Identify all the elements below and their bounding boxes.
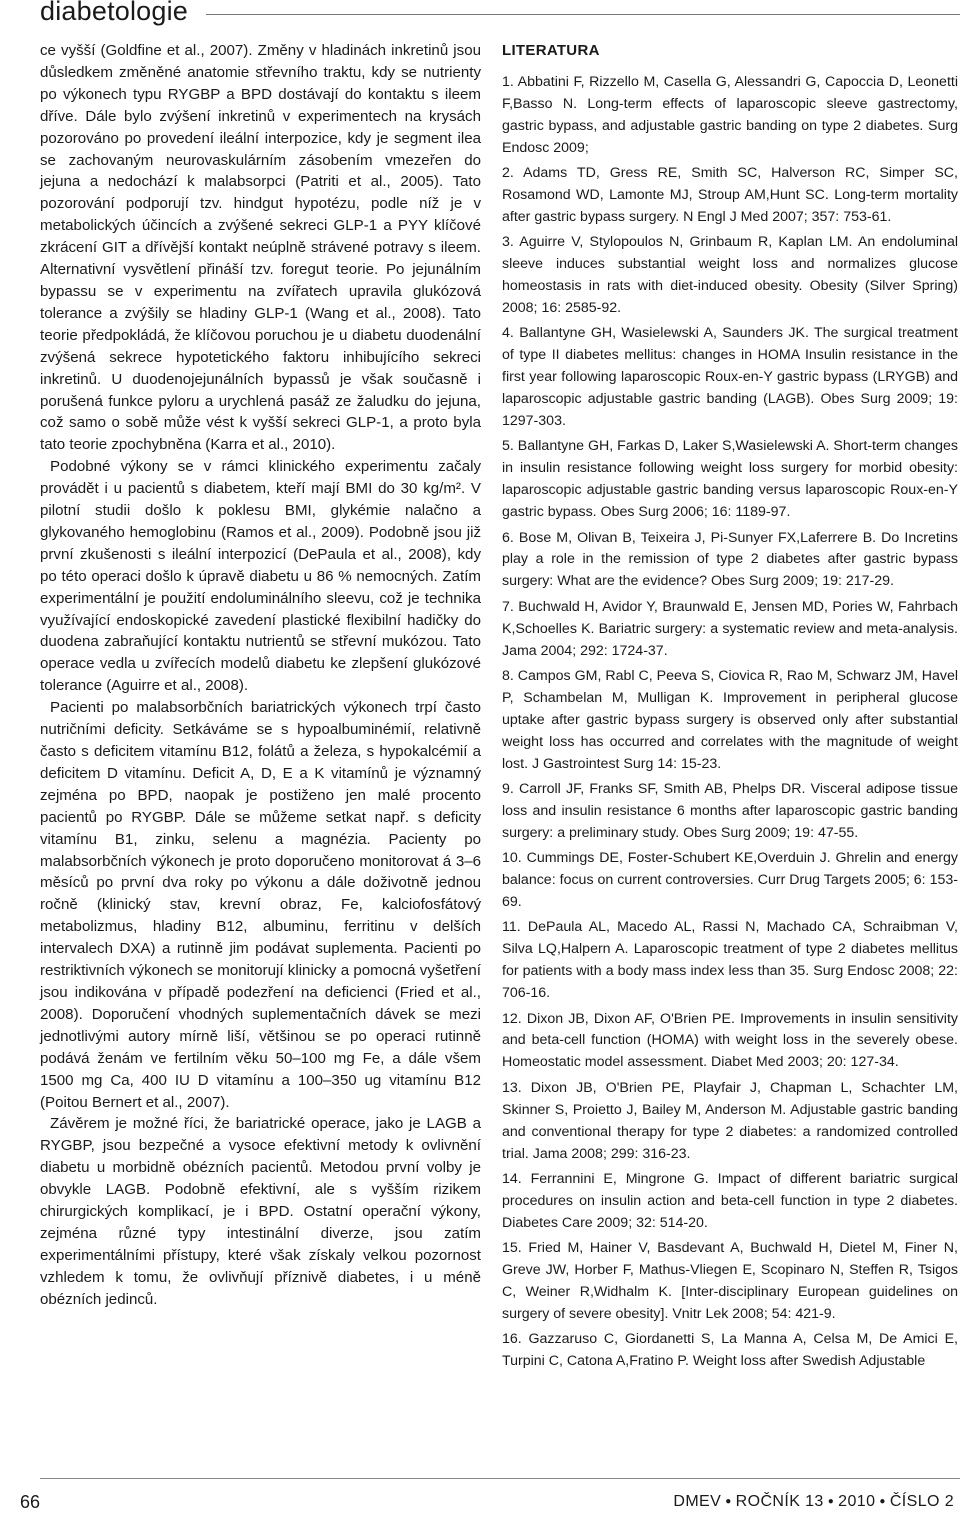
footer-rule: [40, 1478, 960, 1479]
references-heading: LITERATURA: [502, 42, 600, 59]
reference-item: 15. Fried M, Hainer V, Basdevant A, Buchwald H, Dietel M, Finer N, Greve JW, Horber F, Mathus-Vliegen E, Scopinaro N, Steffen R, Tsigos C, Weiner R,Widhalm K. [Inter-disciplinary European guidelines on surgery of severe obesity]. Vnitr Lek 2008; 54: 421-9.: [502, 1240, 958, 1322]
journal-volume: ROČNÍK 13: [735, 1493, 824, 1510]
reference-item: 11. DePaula AL, Macedo AL, Rassi N, Machado CA, Schraibman V, Silva LQ,Halpern A. Laparoscopic treatment of type 2 diabetes mellitus for patients with a body mass index less than 35. Surg Endosc 2008; 22: 706-16.: [502, 919, 958, 1002]
header-rule: [206, 14, 960, 15]
reference-item: 8. Campos GM, Rabl C, Peeva S, Ciovica R, Rao M, Schwarz JM, Havel P, Schambelan M, Mulligan K. Improvement in peripheral glucose uptake after gastric bypass surgery is observed only after substantial weight loss has occurred and correlates with the magnitude of weight lost. J Gastrointest Surg 14: 15-23.: [502, 667, 958, 772]
reference-item: 1. Abbatini F, Rizzello M, Casella G, Alessandri G, Capoccia D, Leonetti F,Basso N. Long-term effects of laparoscopic sleeve gastrectomy, gastric bypass, and adjustable gastric banding on type 2 diabetes. Surg Endosc 2009;: [502, 73, 958, 156]
reference-item: 9. Carroll JF, Franks SF, Smith AB, Phelps DR. Visceral adipose tissue loss and insulin resistance 6 months after laparoscopic gastric banding surgery: a preliminary study. Obes Surg 2009; 19: 47-55.: [502, 781, 958, 841]
article-body-column: [40, 40, 481, 1311]
reference-item: 5. Ballantyne GH, Farkas D, Laker S,Wasielewski A. Short-term changes in insulin resistance following weight loss surgery for morbid obesity: laparoscopic adjustable gastric banding versus laparoscopic Roux-en-Y gastric bypass. Obes Surg 2006; 16: 1189-97.: [502, 438, 959, 521]
body-paragraph: Podobné výkony se v rámci klinického experimentu začaly provádět i u pacientů s diabetem, kteří mají BMI do 30 kg/m². V pilotní studii došlo k poklesu BMI, glykémie nalačno a glykovaného hemoglobinu (Ramos et al., 2009). Podobně jsou již první zkušenosti s ileální interpozicí (DePaula et al., 2008), kdy po této operaci došlo k úpravě diabetu u 86 % nemocných. Zatím experimentální je použití endoluminálního sleevu, což je technika využívající endoskopické zavedení plastické flexibilní hadičky do duodena zabraňující kontaktu nutrientů se střevní mukózou. Tato operace vedla u zvířecích modelů diabetu ke zlepšení glukózové tolerance (Aguirre et al., 2008).: [40, 458, 481, 695]
journal-issue: ČÍSLO 2: [889, 1493, 954, 1510]
reference-item: 6. Bose M, Olivan B, Teixeira J, Pi-Sunyer FX,Laferrere B. Do Incretins play a role in the remission of type 2 diabetes after gastric bypass surgery: What are the evidence? Obes Surg 2009; 19: 217-29.: [502, 529, 958, 590]
body-paragraph: Pacienti po malabsorbčních bariatrických výkonech trpí často nutričními deficity. Setkáváme se s hypoalbuminémií, relativně často s deficitem vitamínu B12, folátů a železa, s hypokalcémií a deficitem D vitamínu. Deficit A, D, E a K vitamínů je významný zejména po BPD, naopak je postiženo jen malé procento pacientů po RYGBP. Dále se můžeme setkat např. s deficity vitamínu B1, zinku, selenu a magnézia. Pacienty po malabsorbčních výkonech je proto doporučeno monitorovat á 3–6 měsíců po první dva roky po výkonu a dále doživotně jednou ročně (klinický stav, krevní obraz, Fe, kalciofosfátový metabolizmus, hladiny B12, albuminu, ferritinu v delších intervalech DXA) a rutinně jim podávat suplementa. Pacienti po restriktivních výkonech se monitorují klinicky a pomocná vyšetření jsou indikována v případě podezření na deficienci (Fried et al., 2008). Doporučení vhodných suplementačních dávek se mezi jednotlivými autory mírně liší, většinou se po operaci rutinně podává ženám ve fertilním věku 50–100 mg Fe, a dále všem 1500 mg Ca, 400 IU D vitamínu a 100–350 ug vitamínu B12 (Poitou Bernert et al., 2007).: [40, 699, 481, 1111]
page-number: 66: [20, 1492, 41, 1512]
journal-year: 2010: [838, 1493, 876, 1510]
page-footer: [0, 1478, 960, 1511]
reference-item: 12. Dixon JB, Dixon AF, O'Brien PE. Improvements in insulin sensitivity and beta-cell function (HOMA) with weight loss in the severely obese. Homeostatic model assessment. Diabet Med 2003; 20: 127-34.: [502, 1010, 958, 1071]
reference-item: 4. Ballantyne GH, Wasielewski A, Saunders JK. The surgical treatment of type II diabetes mellitus: changes in HOMA Insulin resistance in the first year following laparoscopic Roux-en-Y gastric bypass (LRYGB) and laparoscopic adjustable gastric banding (LAGB). Obes Surg 2009; 19: 1297-303.: [502, 325, 958, 429]
reference-item: 16. Gazzaruso C, Giordanetti S, La Manna A, Celsa M, De Amici E, Turpini C, Catona A,Fratino P. Weight loss after Swedish Adjustable: [502, 1331, 958, 1370]
body-paragraph: ce vyšší (Goldfine et al., 2007). Změny v hladinách inkretinů jsou důsledkem změněné anatomie střevního traktu, kdy se nutrienty po výkonech typu RYGBP a BPD dostávají do kontaktu s ileem dříve. Dále bylo zvýšení inkretinů v experimentech na krysách pozorováno po provedení ileální interpozice, kdy je segment ilea se zachovaným neurovaskulárním zásobením vmezeřen do jejuna a nedochází k malabsorpci (Patriti et al., 2005). Tato pozorování podporují tzv. hindgut hypotézu, podle níž je v metabolických účincích a zvýšené sekreci GLP-1 a PYY klíčové zkrácení GIT a dřívější kontakt neúplně strávené potravy s ileem. Alternativní vysvětlení přináší tzv. foregut teorie. Po jejunálním bypassu se v experimentu na zvířatech upravila glukózová tolerance a zvýšily se hladiny GLP-1 (Wang et al., 2008). Tato teorie předpokládá, že klíčovou poruchou je u diabetu duodenální zvýšená sekrece hypotetického faktoru inhibujícího sekreci inkretinů. U duodenojejunálních bypassů je však současně i porušená funkce pyloru a urychlená pasáž ze žaludku do jejuna, což samo o sobě může vést k vyšší sekreci GLP-1, a proto byla tato teorie zpochybněna (Karra et al., 2010).: [40, 42, 481, 454]
body-paragraph: Závěrem je možné říci, že bariatrické operace, jako je LAGB a RYGBP, jsou bezpečné a vysoce efektivní metody k ovlivnění diabetu u morbidně obézních pacientů. Metodou první volby je obvykle LAGB. Podobně efektivní, ale s vyšším rizikem chirurgických komplikací, je i BPD. Ostatní operační výkony, zejména různé typy intestinální diverze, jsou zatím experimentálními přístupy, které však získaly velkou pozornost vzhledem k tomu, že ovlivňují příznivě diabetes, i u méně obézních jedinců.: [40, 1115, 481, 1308]
reference-item: 13. Dixon JB, O'Brien PE, Playfair J, Chapman L, Schachter LM, Skinner S, Proietto J, Bailey M, Anderson M. Adjustable gastric banding and conventional therapy for type 2 diabetes: a randomized controlled trial. Jama 2008; 299: 316-23.: [502, 1079, 958, 1162]
separator-bullet-icon: ●: [827, 1496, 835, 1507]
reference-item: 2. Adams TD, Gress RE, Smith SC, Halverson RC, Simper SC, Rosamond WD, Lamonte MJ, Stroup AM,Hunt SC. Long-term mortality after gastric bypass surgery. N Engl J Med 2007; 357: 753-61.: [502, 165, 958, 225]
reference-item: 7. Buchwald H, Avidor Y, Braunwald E, Jensen MD, Pories W, Fahrbach K,Schoelles K. Bariatric surgery: a systematic review and meta-analysis. Jama 2004; 292: 1724-37.: [502, 598, 958, 659]
section-title: diabetologie: [40, 0, 189, 26]
reference-item: 10. Cummings DE, Foster-Schubert KE,Overduin J. Ghrelin and energy balance: focus on current controversies. Curr Drug Targets 2005; 6: 153-69.: [502, 850, 958, 911]
reference-item: 3. Aguirre V, Stylopoulos N, Grinbaum R, Kaplan LM. An endoluminal sleeve induces substantial weight loss and normalizes glucose homeostasis in rats with diet-induced obesity. Obesity (Silver Spring) 2008; 16: 2585-92.: [502, 234, 958, 316]
references-column: [502, 40, 958, 1377]
journal-info: [673, 1493, 954, 1511]
separator-bullet-icon: ●: [725, 1496, 732, 1507]
journal-name: DMEV: [673, 1493, 722, 1510]
separator-bullet-icon: ●: [879, 1496, 886, 1507]
reference-item: 14. Ferrannini E, Mingrone G. Impact of different bariatric surgical procedures on insulin action and beta-cell function in type 2 diabetes. Diabetes Care 2009; 32: 514-20.: [502, 1170, 958, 1231]
page-header: [0, 0, 960, 34]
